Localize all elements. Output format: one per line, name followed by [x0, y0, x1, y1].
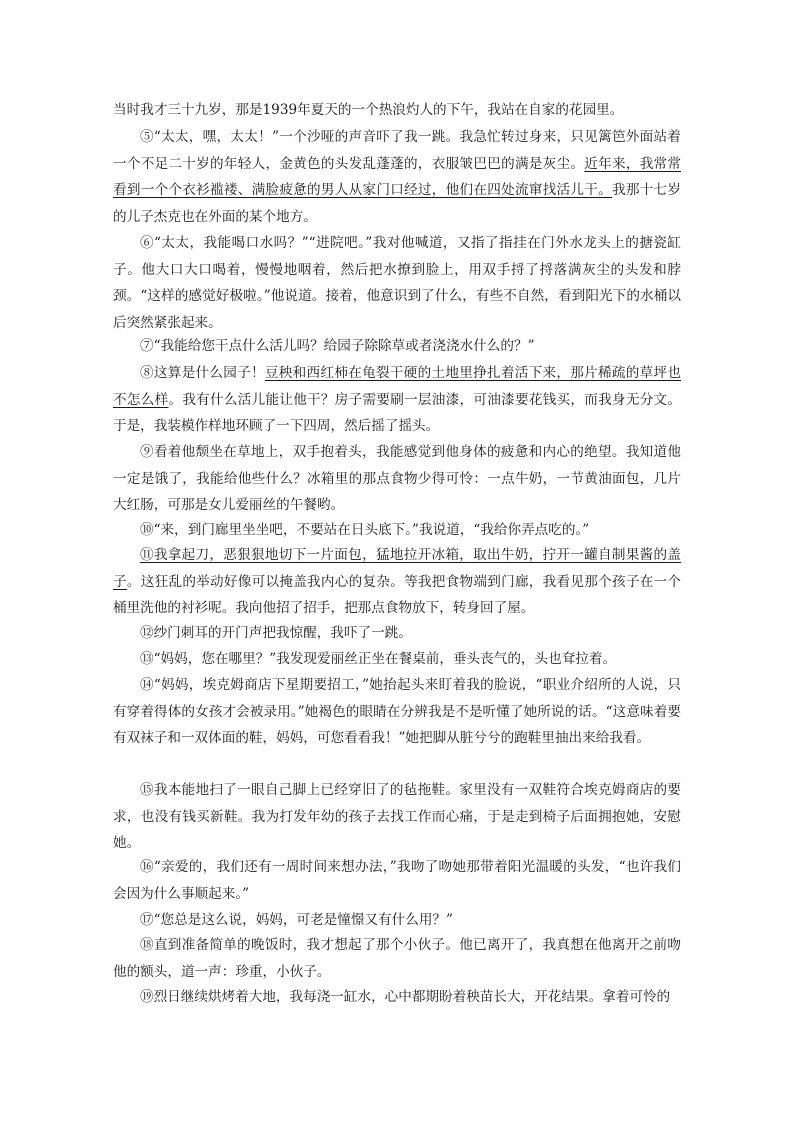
paragraph-text: 当时我才三十九岁，那是1939年夏天的一个热浪灼人的下午，我站在自家的花园里。: [113, 102, 624, 118]
paragraph: [113, 439, 681, 519]
paragraph: [113, 517, 681, 544]
paragraph-text: 我那十七岁的儿子杰克也在外面的某个地方。: [113, 182, 682, 225]
paragraph-text: ⑮我本能地扫了一眼自己脚上已经穿旧了的毡拖鞋。家里没有一双鞋符合埃克姆商店的要求，也没有钱买新鞋。我为打发年幼的孩子去找工作而心痛，于是走到椅子后面拥抱她，安慰她。: [113, 782, 681, 852]
paragraph: [113, 333, 681, 360]
paragraph-text: 。我有什么活儿能让他干？房子需要刷一层油漆，可油漆要花钱买，而我身无分文。于是，我装模作样地环顾了一下四周，然后摇了摇头。: [113, 391, 682, 435]
paragraph: [113, 854, 681, 907]
paragraph-text: ⑤“太太，嘿，太太！”一个沙哑的声音吓了我一跳。我急忙转过身来，只见篱笆外面站着一个不足二十岁的年轻人，金黄色的头发乱蓬蓬的，衣服皱巴巴的满是灰尘。: [113, 129, 681, 172]
paragraph-text: ⑯“亲爱的，我们还有一周时间来想办法，”我吻了吻她那带着阳光温暖的头发，“也许我们会因为什么事顺起来。”: [113, 859, 681, 902]
paragraph-text: ⑱直到准备简单的晚饭时，我才想起了那个小伙子。他已离开了，我真想在他离开之前吻他的额头，道一声：珍重，小伙子。: [113, 937, 681, 980]
underlined-text: 近年来，我常常看到一个个衣衫褴褛、满脸疲惫的男人从家门口经过，他们在四处流窜找活儿干。: [113, 155, 682, 199]
paragraph: [113, 360, 681, 440]
paragraph-text: ⑲烈日继续烘烤着大地，我每浇一缸水，心中都期盼着秧苗长大，开花结果。拿着可怜的: [140, 989, 671, 1005]
paragraph: [113, 620, 681, 647]
paragraph: [113, 124, 681, 230]
paragraph-text: ⑬“妈妈，您在哪里？”我发现爱丽丝正坐在餐桌前，垂头丧气的，头也耷拉着。: [140, 651, 617, 667]
paragraph-text: ⑧这算是什么园子！: [140, 365, 265, 381]
paragraph: [113, 984, 681, 1011]
paragraph-text: ⑫纱门刺耳的开门声把我惊醒，我吓了一跳。: [140, 625, 412, 641]
paragraph: [113, 542, 681, 622]
paragraph-text: ⑨看着他颓坐在草地上，双手抱着头，我能感觉到他身体的疲惫和内心的绝望。我知道他一定是饿了，我能给他些什么？冰箱里的那点食物少得可怜：一点牛奶，一节黄油面包，几片大红肠，可那是女儿爱丽丝的午餐哟。: [113, 444, 681, 514]
paragraph-text: ⑰“您总是这么说，妈妈，可老是憧憬又有什么用？”: [140, 912, 453, 928]
paragraph-text: ⑩“来，到门廊里坐坐吧，不要站在日头底下。”我说道，“我给你弄点吃的。”: [140, 522, 590, 538]
paragraph: [113, 646, 681, 673]
paragraph-text: ⑭“妈妈，埃克姆商店下星期要招工，”她抬起头来盯着我的脸说，“职业介绍所的人说，只有穿着得体的女孩才会被录用。”她褐色的眼睛在分辨我是不是听懂了她所说的话。“这意味着要有双袜子和一双体面的鞋，妈妈，可您看看我！”她把脚从脏兮兮的跑鞋里抽出来给我看。: [113, 677, 681, 747]
paragraph-text: 。这狂乱的举动好像可以掩盖我内心的复杂。等我把食物端到门廊，我看见那个孩子在一个桶里洗他的衬衫呢。我向他招了招手，把那点食物放下，转身回了屋。: [113, 573, 682, 617]
paragraph: [113, 672, 681, 752]
paragraph: [113, 907, 681, 934]
paragraph: [113, 97, 681, 124]
paragraph-text: ⑦“我能给您干点什么活儿吗？给园子除除草或者浇浇水什么的？”: [140, 338, 535, 354]
paragraph: [113, 932, 681, 985]
paragraph-text: ⑥“太太，我能喝口水吗？”“进院吧。”我对他喊道，又指了指挂在门外水龙头上的搪瓷缸子。他大口大口喝着，慢慢地咽着，然后把水撩到脸上，用双手捋了捋落满灰尘的头发和脖颈。“这样的感觉好极啦。”他说道。接着，他意识到了什么，有些不自然，看到阳光下的水桶以后突然紧张起来。: [113, 235, 681, 331]
paragraph: [113, 777, 681, 857]
paragraph: [113, 230, 681, 336]
underlined-text: 豆秧和西红柿在龟裂干硬的土地里挣扎着活下来，那片稀疏的草坪也不怎么样: [113, 365, 682, 408]
underlined-text: ⑪我拿起刀，恶狠狠地切下一片面包，猛地拉开冰箱，取出牛奶，拧开一罐自制果酱的盖子: [113, 547, 681, 590]
